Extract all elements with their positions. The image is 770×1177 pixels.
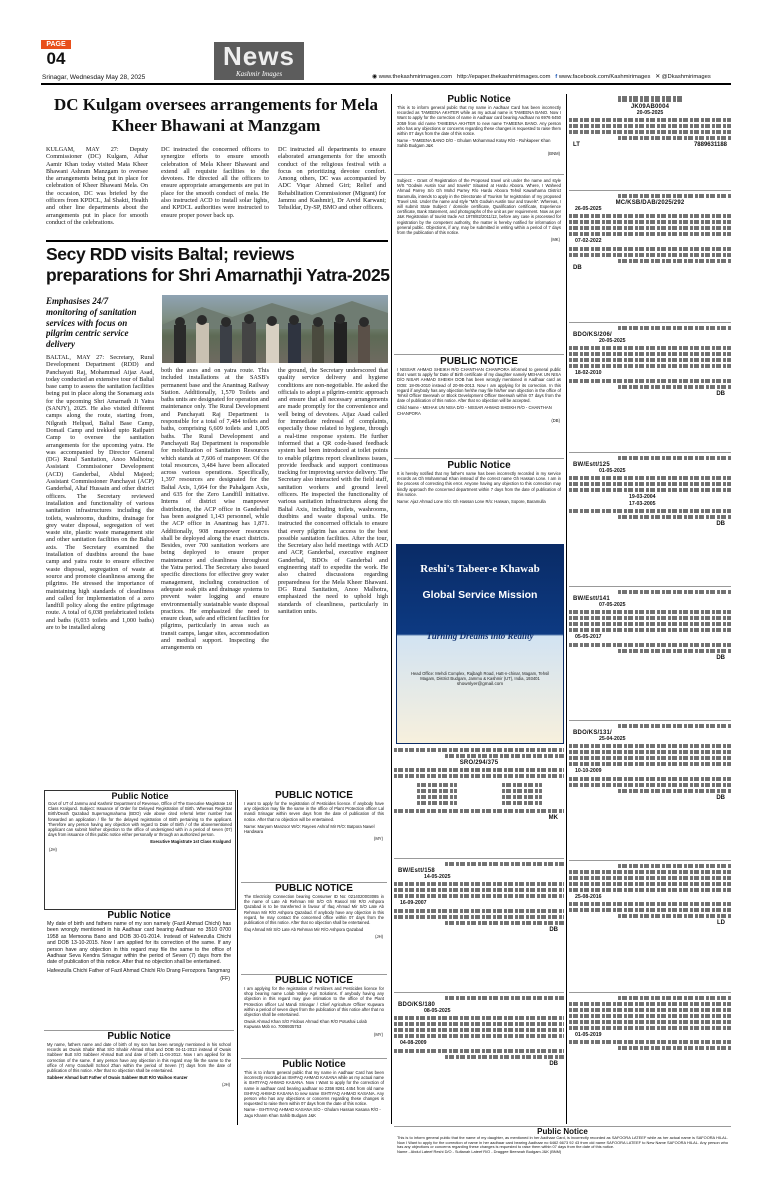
notice-title: Public Notice — [107, 910, 171, 921]
urdu-date: 18-02-2010 — [575, 370, 602, 377]
urdu-notice-tourism — [569, 192, 731, 323]
advertisement-tabeer — [396, 544, 564, 744]
urdu-heading — [569, 96, 731, 102]
urdu-date: 01-05-2019 — [575, 1032, 602, 1038]
urdu-notice-bdo180 — [394, 994, 564, 1124]
notice-title: Public Notice — [447, 94, 511, 105]
notice-title: PUBLIC NOTICE — [275, 975, 353, 986]
notice-box-ishtiyaq — [241, 1058, 387, 1125]
story1-col2: DC instructed the concerned officers to synergize efforts to ensure smooth celebration of Mela Kheer Bhawani and extend all requisite facilities to the devotees. He directed all the officers to ensure appropriate arrangements are put in place for the smooth conduct of mela. He also instructed ACD to install solar lights, and KPDCL authorities were instructed to ensure proper power back up. — [161, 146, 269, 219]
masthead-links — [372, 73, 732, 82]
notice-signature: Hafeezulla Chichi Father of Fazil Ahmad Chichi R/o Drang Ferozpora Tangmarg — [47, 967, 230, 974]
urdu-date: 20-05-2025 — [599, 338, 626, 344]
notice-body: Govt of UT of Jammu and Kashmir Department of Revenue, Office of The Executive Magistrate 1st Class Kralgund. Subject: Issuance of Order for Delayed Registration of Birth. Whereas Registrar Birth/Death Qazabad Supernagmahama (BDO) vide above cited referral letter number has forwarded an application / file for the delayed registration of Birth pertaining to the applicant. Therefore any person having any objection with regard to Date of Birth / of the abovementioned applicant can submit his/her objection to the office of undersigned with in a period of seven (07) days from issuance of this public notice either personally or through an authorized person. — [48, 801, 232, 838]
urdu-date: 25-04-2025 — [599, 736, 626, 742]
notice-signature: Name: Ajaz Ahmad Lone S/o: Gh Hassan Lone R/o: Harwan, Sopore, Baramulla — [397, 499, 546, 505]
notice-body: The Electricity Connection bearing Consumer ID No: 0214020003085 in the name of Late Ab Rehman Mir S/O Gh Rasool Mir R/O Ashpora Qazabad is to be transferred in favour of Ifaq Ahmad Mir S/O Late Ab Rehman Mir R/O Ashpora Qazabad. If anybody have any objection in this regard, he may contact the concerned office within 07 days from the publication of this notice. After that no objection shall be entertained. — [244, 894, 384, 926]
urdu-ref: MC/KSB/DAB/2025/292 — [615, 200, 685, 206]
facebook-icon: f — [555, 74, 558, 80]
urdu-date: 01-05-2025 — [599, 468, 626, 474]
notice-tag: (MY) — [373, 1031, 383, 1037]
notice-signature: Name: Maryam Manzoor W/O: Rayees Ashraf Mir R/O: Batpora Nawel Handwara — [244, 823, 375, 835]
vertical-rule-right — [566, 94, 567, 1124]
urdu-notice-mk — [394, 746, 564, 859]
urdu-tag: DB — [573, 264, 582, 271]
vertical-rule-mid — [237, 790, 238, 1125]
urdu-notice-bw125 — [569, 454, 731, 587]
urdu-notice-bdo206 — [569, 324, 731, 453]
urdu-notice-bw158 — [394, 860, 564, 993]
urdu-ref: BDO/KS/131/ — [573, 730, 612, 736]
notice-box-ajaz — [394, 460, 564, 540]
notice-title: PUBLIC NOTICE — [275, 790, 353, 801]
notice-box-exec-magistrate — [44, 790, 236, 910]
ad-tagline: Turning Dreams into Reality — [426, 631, 534, 641]
page-label: PAGE — [41, 40, 71, 49]
twitter-icon: ✕ — [655, 74, 661, 80]
epaper-link[interactable]: http://epaper.thekashmirimages.com — [456, 74, 551, 80]
urdu-tag: LT — [573, 142, 580, 149]
notice-tag: (FF) — [220, 976, 230, 983]
notice-tag: (MY) — [373, 836, 383, 842]
notice-box-pesticide — [241, 790, 387, 880]
ad-email[interactable]: shownlyer@gmail.com — [456, 681, 504, 687]
masthead-brand-box — [214, 42, 304, 80]
urdu-date: 07-05-2025 — [599, 602, 626, 608]
urdu-notice-right-8 — [569, 862, 731, 993]
notice-box-mehak — [394, 356, 564, 459]
notice-body: My date of birth and fathers name of my son namely (Fazil Ahmad Chichi) has been wrongly mentioned in his Aadhaar card bearing Aadhaar no 3510 0700 1958 as Memoona Bano and DOB 30-01-2014. Instead of Hafeezulla Chichi and DOB 13-10-2015. Now I am applied for its correction of the same. If any person have any objection in this regard may file the same to the office of Aadhaar Seva Kendra Srinagar within the period of Seven (7) days from the date of publication of this notice. After that no objection shall be entertained. — [47, 921, 231, 966]
notice-body: This is to inform general public that my name in Aadhaar Card has been incorrectly recorded as TAMEENA AKHTER while as my actual name is TAMEENA BANO. Now I Want to apply for the correction of name in Aadhaar card bearing Aadhaar no 6976 6450 2059 from old name TAMEENA AKHTER to new name TAMEENA BANO. Any person who has any objections or concerns regarding these changes is requested to raise them within 07 days from the date of this notice. — [397, 105, 561, 137]
urdu-date: 16-09-2007 — [400, 900, 427, 907]
notice-body: This is to inform general public that my name in Aadhaar Card has been incorrectly recorded as ISHFAQ AHMAD KASANA while as my actual name is ISHTIYAQ AHMAD KASANA. Now I Want to apply for the correction of name in aadhaar card bearing aadhaar no 2356 8261 4454 from old name ISHFAQ AHMAD KASANA to new name ISHTIYAQ AHMAD KASANA. Any person who has any objections or concerns regarding these changes is requested to raise them within 07 days from the date of this notice. — [244, 1070, 384, 1107]
urdu-notice-bw141 — [569, 588, 731, 721]
notice-box-travel-unit — [394, 176, 564, 355]
story2-col2: both the axes and on yatra route. This included installations at the SASB's permanent base and the Anantnag Railway Station. Additionally, 1,570 Toilets and baths units are designated for operation and maintenance only. The Rural Development and Panchayati Raj Department is responsible for a total of 7,484 toilets and baths, comprising 6,609 toilets and 1,005 baths. The Rural Development and Panchayati Raj Department is responsible for mobilization of Sanitation Resources which stands at 7,606 of manpower. Of the total resources, 3,484 have been allocated across various operations. Specifically, 1,397 resources are designated for the Baltal Axis, 1,664 for the Pahalgam Axis, and 635 for the Zero Landfill initiative. Interns of district wise manpower distribution, the ACP office in Ganderbal has been assigned 1,143 personnel, while the ACP office in Anantnag has 1,871. Additionally, 908 manpower resources shall be deployed along the exact districts. Besides, over 700 sanitation workers are being deployed to ensure proper maintenance and cleanliness throughout the Yatra period. The Secretary also issued specific directions for effective grey water management, including construction of adequate soak pits and drainage systems to prevent water logging and ensure environmentally sustainable waste disposal practices. He emphasized the need to ensure clean, safe and efficient facilities for pilgrims, particularly in areas such as transit camps, langar sites, accommodation and medical support. Inspecting the arrangements on — [161, 367, 269, 652]
notice-body: I want to apply for the registration of Pesticides licence. If anybody have any objection may file the same in the office of Plant Protection officer Lal mandi Srinagar within seven days from the date of publication of this notice. After that no objection will be entertained. — [244, 801, 384, 822]
story1-col1: KULGAM, MAY 27: Deputy Commissioner (DC) Kulgam, Athar Aamir Khan today visited Mata Kheer Bhawani Ashram Manzgam to oversee the arrangements being put in place for celebration of Kheer Bhawani Mela. On the occasion, DC was briefed by the officers from KPDCL, Jal Shakti, Health and other line departments about the arrangements put in place for smooth conduct of the celebrations. — [46, 146, 148, 226]
ad-mission: Global Service Mission — [422, 589, 538, 601]
notice-signature: Sabbeer Ahmad butt Father of Owais Sabbeer Butt R/O Waihoo Kunzer — [47, 1075, 188, 1081]
urdu-tag: MK — [548, 815, 558, 821]
notice-box-electricity — [241, 882, 387, 973]
notice-title: Public Notice — [111, 791, 169, 801]
notice-body: I am applying for the registration of Fertilizers and Pesticides licence for shop bearing name Lolab Valley Agri Solutions. If anybody having any objection in this regard may give intimation to the office of the Plant Protection officer Lal Mandi Srinagar / Chief Agriculture Officer Kupwara within a period of seven days from the publication of this notice after that no objection shall be entertained. — [244, 986, 384, 1018]
notice-tag: (JH) — [375, 934, 383, 940]
notice-signature: Name - TAMEENA BANO D/O - Ghulam Mohammad Kotay R/O - Ruhkapeer Khan Sahib Budgam J&K — [397, 138, 551, 149]
urdu-ref: BW/Estt/125 — [573, 462, 610, 468]
notice-box-fazil — [44, 910, 234, 1028]
notice-box-owais — [44, 1030, 234, 1125]
urdu-tag: LD — [717, 920, 725, 927]
notice-tag: (JH) — [49, 846, 57, 852]
phone-number: 7889631188 — [693, 142, 727, 149]
story-divider — [46, 240, 388, 242]
urdu-tag: DB — [716, 794, 725, 801]
urdu-ref: BW/Estt/158 — [398, 868, 435, 874]
notice-box-safoora — [394, 1126, 731, 1175]
notice-body: It is hereby notified that my father's name has been incorrectly recorded in my service records as Gh Mohammad Khan instead of the correct name Gh Hassan Lone. I am in the process of correcting this error. Anyone having any objection to this correction may kindly approach the concerned department within 7 days from the date of publication of this notice. — [397, 471, 561, 497]
vertical-rule-left — [391, 94, 392, 1124]
notice-signature: Name - Abdul Lateef Reshi D/O - Sultanah Lateef R/O - Draggee Beerwah Budgam J&K (BNM) — [397, 1148, 562, 1154]
notice-box-fertilizer — [241, 974, 387, 1057]
ad-address: Head Office: Mehdi Complex, Rajbagh Road, Hatt-n-chinar, Magam, Tehsil Magam, District Budgam, Jammu & Kashmir (UT), India, 193401 — [410, 671, 550, 682]
web-icon: ◉ — [372, 74, 378, 80]
notice-title: PUBLIC NOTICE — [275, 883, 353, 894]
notice-tag: (BNM) — [547, 150, 560, 156]
page-number: 04 — [46, 49, 66, 68]
officials-group-photo — [162, 295, 388, 363]
urdu-date: 08-05-2025 — [424, 1008, 451, 1014]
notice-signature: Ifaq Ahmad Mir S/O Late Ab Rehman Mir R/O Ashpora Qazabad — [244, 927, 364, 933]
story2-photo — [162, 295, 388, 363]
urdu-date: 19-03-2004 — [629, 494, 656, 501]
notice-signature: Child Name - MEHAK UN NISA D/O - NISSAR AHMAD SHEIKH R/O - CHANTHAN CHANPORA — [397, 405, 552, 416]
brand-subtitle: Kashmir Images — [235, 70, 283, 78]
notice-tag: (DB) — [551, 417, 560, 423]
facebook-link[interactable]: www.facebook.com/Kashmirimages — [558, 74, 651, 80]
story2-deck: Emphasises 24/7 monitoring of sanitation services with focus on pilgrim centric service delivery — [46, 296, 137, 350]
urdu-notice-right-9 — [569, 994, 731, 1124]
notice-body: Subject: - Grant of Registration of the Proposed travel unit under the name and style M/S "Godwin Austin tour and travels" Situated at Hardu Aboora. Where, I Waheed Ahmad Parrey S/o Gh Mohd Parrey R/o Hardu Aboora Tehsil Kawarhama District Baramulla, intends to apply in the Directorate of Tourism for registration of my proposed Travel Unit. Under the name and style "M/S Godwin Austin tour and travels". Whereas, I will submit State Subject / domicile certificate, Qualification certificate, Experience certificate, Bank Statement, and photographs of the unit as per requirement. Now as per J&K Registration of tourist trade Act 1978/82/2011/12, before any case is processed for registration by the competent authority, the matter is hereby notified for information of general public. Objections, if any, may be submitted in writing within a period of 7 days from the publication of this notice. — [397, 178, 561, 236]
urdu-date: 05-05-2017 — [575, 634, 602, 641]
story2-col3: the ground, the Secretary underscored that quality service delivery and hygiene conditions are non-negotiable. He asked the officials to adopt a pilgrim-centric approach and ensure that all necessary arrangements are made promptly for the convenience and well being of devotees. Aijaz Asad called for immediate redressal of complaints, especially those related to hygiene, through a real-time response system. He further informed that a QR code-based feedback system had been introduced at toilet points to enable pilgrims report cleanliness issues, provide feedback and support continuous tracking for improving service delivery. The Secretary also interacted with the field staff, sanitation workers and ground level officers. He inspected the functionality of various sanitation infrastructures along the Baltal Axis, including toilets, washrooms, dustbins and waste disposal units. He instructed the concerned officials to ensure that every pilgrim has access to the best possible sanitation facilities. After the tour, the Secretary also held meetings with ACD and ACP, Ganderbal, executive engineer Ganderbal, BDOs of Ganderbal and engineering staff to expedite the work. He also chaired discussions regarding preparedness for the Mela Kheer Bhawani. DG Rural Sanitation, Anoo Malhotra, emphasized the need to uphold high standards of cleanliness, particularly in sanitation units. — [278, 367, 388, 615]
notice-title: Public Notice — [447, 460, 511, 471]
urdu-date: 07-02-2022 — [575, 238, 602, 245]
twitter-link[interactable]: @Dkashmirimages — [661, 74, 711, 80]
notice-body: My name, fathers name and date of birth of my son has been wrongly mentioned in his school records as Owais Shabir Bhat S/O Shabir Ahmad Bhat and DOB 04-11-2013 instead of Owais Sabbeer Butt S/O Sabbeer Ahmad Butt and date of birth 11-04-2012. Now I am applied for its correction of the same. If any person have any objection in this regard may file the same to the office of Army Goodwill School Zhan within the period of Seven (7) days from the date of publication of this notice. After that no objection shall be entertained. — [47, 1042, 231, 1074]
urdu-tag: DB — [716, 654, 725, 661]
website-link[interactable]: www.thekashmirimages.com — [378, 74, 453, 80]
notice-tag: (MK) — [550, 237, 560, 243]
story1-col3: DC instructed all departments to ensure elaborated arrangements for the smooth conduct of the religious festival with a focus on prioritizing devotee comfort. Among others, DC was accompanied by ADC Viqar Ahmed Giri; Relief and Rehabilitation Commissioner (Migrant) for Jammu and Kashmir), Dr Arvid Karwani; Tehsildar, Dy-SP, BMO and other officers. — [278, 146, 386, 212]
ad-title: Reshi's Tabeer-e Khawab — [420, 563, 540, 575]
notice-title: PUBLIC NOTICE — [440, 356, 518, 367]
urdu-tag: DB — [716, 521, 725, 528]
urdu-date: 25-08-2016 — [575, 894, 602, 900]
brand-title: News — [223, 42, 295, 71]
story1-headline: DC Kulgam oversees arrangements for Mela Kheer Bhawani at Manzgam — [53, 95, 379, 135]
urdu-date: 17-03-2005 — [629, 500, 656, 507]
urdu-tag: DB — [716, 390, 725, 397]
urdu-date: 04-08-2009 — [400, 1040, 427, 1047]
notice-signature: Name - ISHTIYAQ AHMAD KASANA S/O - Ghulam Hassan Kasana R/O - Jagu Khanm Khan Sahib Budgam J&K — [244, 1107, 381, 1118]
masthead-rule — [41, 83, 731, 85]
urdu-notice-lt — [569, 94, 731, 191]
story2-headline: Secy RDD visits Baltal; reviews preparations for Shri Amarnathji Yatra-2025 — [46, 244, 390, 285]
notice-body: I NISSAR AHMAD SHEIKH R/O CHANTHAN CHANPORA informed to general public that I want to apply for Date of Birth certificate of my daughter namely MEHAK UN NISA D/O NISAR AHMAD SHEIKH DOB has been wrongly mentioned in Aadhaar card as DOB: 18-05-2010 instead of 20-06-2013. Now I am applying for its correction. In this regard if anybody has any objection he/she may file his/her own objection in the office of Tehsil Officer Beerwah or Block Development Officer Beerwah within 07 days from the date of publication of this notice. After that no objection will be accepted. — [397, 367, 561, 404]
notice-title: Public Notice — [107, 1031, 171, 1042]
urdu-date: 20-05-2025 — [636, 110, 664, 116]
urdu-ref: BDO/KS/180 — [398, 1002, 436, 1008]
urdu-date: 26-05-2025 — [575, 206, 602, 212]
urdu-date: 14-05-2025 — [424, 874, 451, 880]
urdu-ref: JK09AB0004 — [630, 104, 670, 110]
story2-col1: BALTAL, MAY 27: Secretary, Rural Development Department (RDD) and Panchayati Raj, Mohammad Aijaz Asad, today conducted an extensive tour of Baltal base camp to assess the sanitation facilities being put in place along the Sonamarg axis for the upcoming Shri Amarnath Ji Yatra (SANJY), 2025. He also visited different camps along the route, starting from, Nilgrath Helipad, Baltal Base Camp, Domail Camp and trekked upto Railpatri Camp to oversee the sanitation arrangements for the upcoming yatra. He was accompanied by Director General (DG) Rural Sanitation, Anoo Malhotra; Assistant Commissioner Development (ACD) Ganderbal, Abdul Majeed; Assistant Commissioner Panchayat (ACP) Ganderbal, Altaf Hussain and other district officers. The Secretary reviewed installation and functionality of various sanitation infrastructures including the toilets, washrooms, dustbins, drainage for grey water disposal, segregation of wet waste site, plastic waste management site and other sanitation facilities on the Baltal axis. The Secretary examined the installation of dustbins around the base camp and yatra route to ensure effective waste disposal, segregation of waste at source and promote cleanliness among the pilgrims. He stressed the importance of maintaining high standards of cleanliness and called for implementation of a zero landfill policy along the entire pilgrimage route. A total of 6,038 prefabricated toilets and baths (6,033 toilets and 1,000 baths) are to be installed along — [46, 354, 154, 631]
urdu-ref: BW/Estt/141 — [573, 596, 610, 602]
notice-box-tameena — [394, 94, 564, 175]
notice-signature: Owais Ahmad Khan S/O Firdous Ahmad Khan R/O Potushai Lolab Kupwara Mob no. 7006935753 — [244, 1019, 367, 1030]
urdu-notice-bdo131 — [569, 722, 731, 861]
urdu-tag: DB — [549, 926, 558, 933]
urdu-ref: BDO/KS/206/ — [573, 332, 612, 338]
notice-signature: Executive Magistrate 1st Class Kralgund — [150, 839, 231, 845]
dateline: Srinagar, Wednesday May 28, 2025 — [42, 74, 146, 81]
urdu-date: 10-10-2009 — [575, 768, 602, 775]
notice-tag: (JH) — [222, 1082, 230, 1088]
urdu-ref: SRO/294/375 — [459, 760, 499, 766]
notice-title: Public Notice — [282, 1059, 346, 1070]
urdu-tag: DB — [549, 1060, 558, 1067]
notice-title: Public Notice — [537, 1127, 588, 1136]
notice-body: This is to inform general public that the name of my daughter, as mentioned in her Aadhaar Card, is incorrectly recorded as SAFOORA LATEEF while as her actual name is SAFOORA HILAL. Now I Want to apply for the correction of name in her aadhaar card bearing Aadhaar no 6462 6673 92 43 from old name SAFOORA LATEEF to New Name SAFOORA HILAL. Any person who has any objections or concerns regarding these changes is requested to raise them within 07 days from the date of this notice. — [397, 1135, 728, 1150]
